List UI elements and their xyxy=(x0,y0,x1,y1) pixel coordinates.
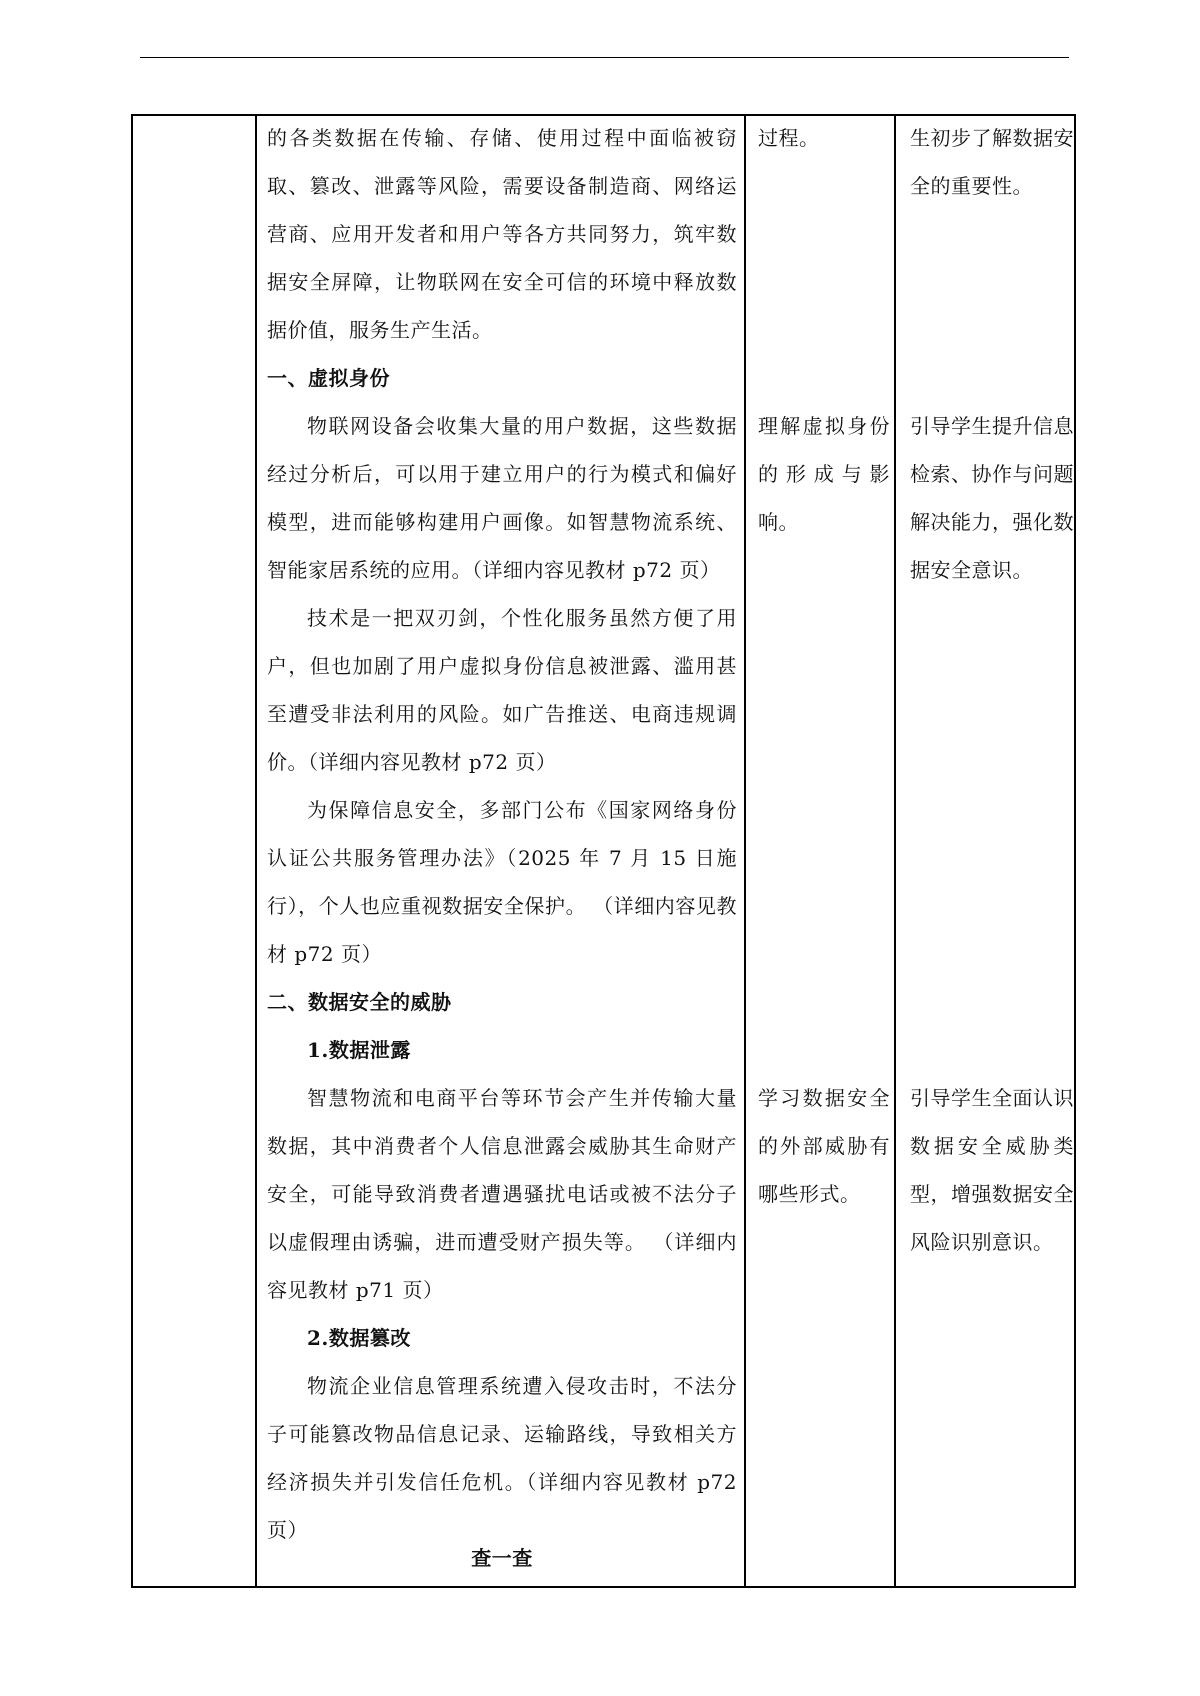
virtual-identity-paragraph-2: 技术是一把双刃剑，个性化服务虽然方便了用户，但也加剧了用户虚拟身份信息被泄露、滥用甚至遭受非法利用的风险。如广告推送、电商违规调价。（详细内容见教材 p72 页） xyxy=(267,606,737,774)
subheading-data-tampering: 2.数据篡改 xyxy=(307,1326,411,1350)
section-heading-virtual-identity: 一、虚拟身份 xyxy=(267,366,390,390)
virtual-identity-paragraph-1: 物联网设备会收集大量的用户数据，这些数据经过分析后，可以用于建立用户的行为模式和偏好模型，进而能够构建用户画像。如智慧物流系统、智能家居系统的应用。（详细内容见教材 p72 页） xyxy=(267,414,737,582)
table-bottom-border xyxy=(131,1586,1076,1588)
table-right-border xyxy=(1074,114,1076,1587)
activity-text-1: 过程。 xyxy=(758,126,820,150)
section-heading-data-threats: 二、数据安全的威胁 xyxy=(267,990,452,1014)
virtual-identity-paragraph-3: 为保障信息安全，多部门公布《国家网络身份认证公共服务管理办法》（2025 年 7 月 15 日施行），个人也应重视数据安全保护。 （详细内容见教材 p72 页） xyxy=(267,798,737,966)
data-tampering-paragraph: 物流企业信息管理系统遭入侵攻击时，不法分子可能篡改物品信息记录、运输路线，导致相关方经济损失并引发信任危机。（详细内容见教材 p72 页） xyxy=(267,1374,737,1542)
table-divider-3 xyxy=(894,114,896,1587)
table-divider-1 xyxy=(255,114,257,1587)
table-left-border xyxy=(131,114,133,1587)
intro-paragraph: 的各类数据在传输、存储、使用过程中面临被窃取、篡改、泄露等风险，需要设备制造商、网络运营商、应用开发者和用户等各方共同努力，筑牢数据安全屏障，让物联网在安全可信的环境中释放数据价值，服务生产生活。 xyxy=(267,126,737,342)
table-divider-2 xyxy=(744,114,746,1587)
subheading-data-leak: 1.数据泄露 xyxy=(307,1038,411,1062)
intent-text-1: 生初步了解数据安全的重要性。 xyxy=(910,126,1074,198)
activity-text-2: 理解虚拟身份的形成与影响。 xyxy=(758,414,890,534)
activity-text-3: 学习数据安全的外部威胁有哪些形式。 xyxy=(758,1086,890,1206)
search-activity-heading: 查一查 xyxy=(471,1546,533,1570)
data-leak-paragraph: 智慧物流和电商平台等环节会产生并传输大量数据，其中消费者个人信息泄露会威胁其生命财产安全，可能导致消费者遭遇骚扰电话或被不法分子以虚假理由诱骗，进而遭受财产损失等。 （详细内容见教材 p71 页） xyxy=(267,1086,737,1302)
intent-text-3: 引导学生全面认识数据安全威胁类型，增强数据安全风险识别意识。 xyxy=(910,1086,1074,1254)
intent-text-2: 引导学生提升信息检索、协作与问题解决能力，强化数据安全意识。 xyxy=(910,414,1074,582)
page-header-rule xyxy=(140,57,1069,58)
